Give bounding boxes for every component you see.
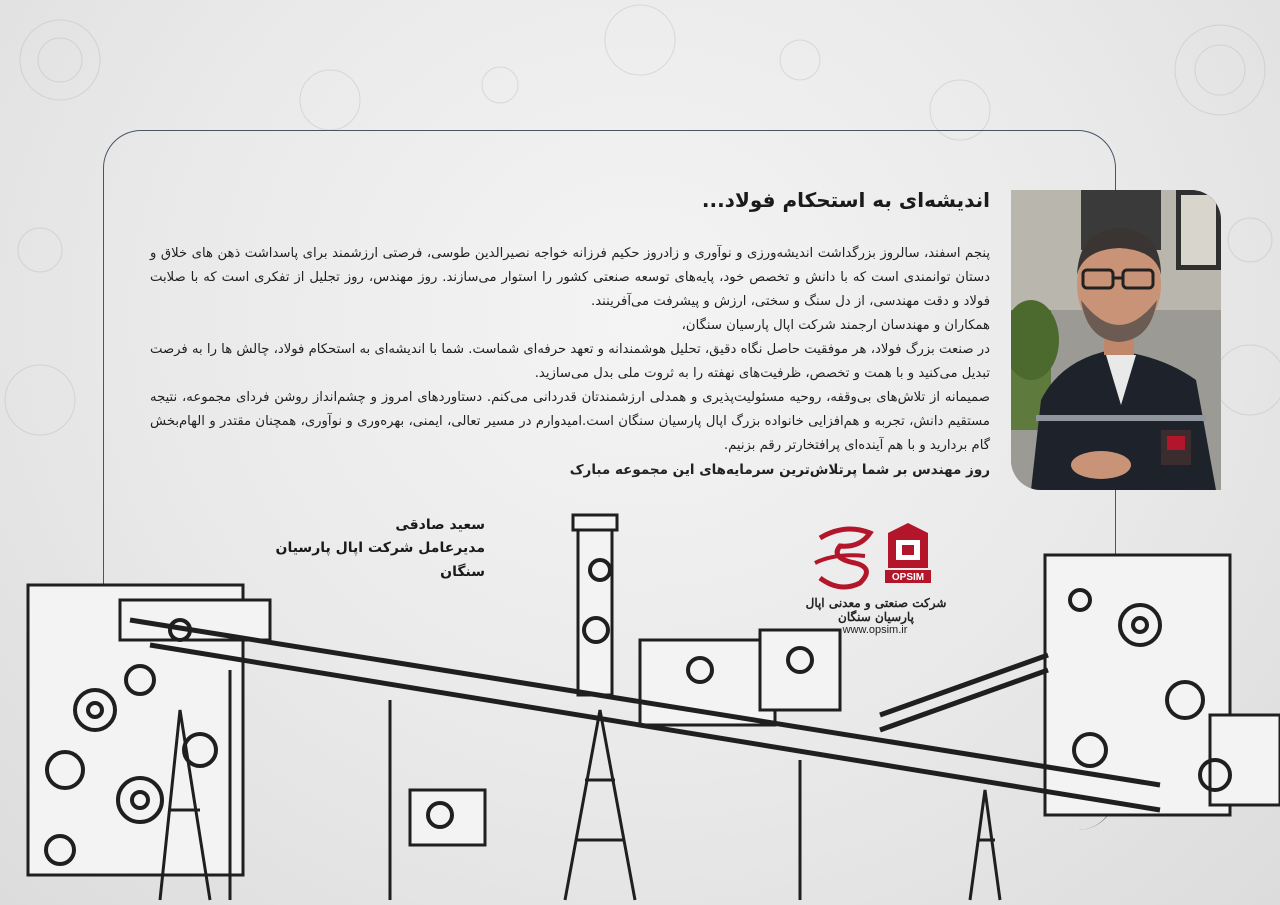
article-paragraph-4: صمیمانه از تلاش‌های بی‌وقفه، روحیه مسئولیت‌پذیری و همدلی ارزشمندتان قدردانی می‌کنم. دستاوردهای امروز و چشم‌انداز روشن فردای مجموعه، نتیجه مستقیم دانش، تجربه و هم‌افزایی خانواده بزرگ اپال پارسیان سنگان است.امیدوارم در مسیر تعالی، ایمنی، بهره‌وری و نوآوری، همچنان مقتدر و الهام‌بخش گام بردارید و با هم آینده‌ای پرافتخارتر رقم بزنیم. [150, 390, 990, 453]
signature-name: سعید صادقی [395, 517, 485, 533]
article-paragraph-1: پنجم اسفند، سالروز بزرگداشت اندیشه‌ورزی و نوآوری و زادروز حکیم فرزانه خواجه نصیرالدین طوسی، فرصتی ارزشمند برای پاسداشت ذهن های خلاق و دستان توانمندی است که با دانش و تخصص خود، پایه‌های توسعه صنعتی کشور را استوار می‌سازند. روز مهندس، روز تجلیل از تفکری است که با صلابت فولاد و دقت مهندسی، از دل سنگ و سختی، ارزش و پیشرفت می‌آفرینند. [150, 246, 990, 309]
company-website: www.opsim.ir [842, 624, 908, 636]
company-name: شرکت صنعتی و معدنی اپال پارسیان سنگان [805, 596, 947, 624]
article-paragraph-3: در صنعت بزرگ فولاد، هر موفقیت حاصل نگاه دقیق، تحلیل هوشمندانه و تعهد حرفه‌ای شماست. شما با اندیشه‌ای به استحکام فولاد، چالش ها را به فرصت تبدیل می‌کنید و با همت و تخصص، ظرفیت‌های نهفته را به ثروت ملی بدل می‌سازید. [150, 342, 990, 381]
article-body [150, 188, 990, 482]
signature-role: مدیرعامل شرکت اپال پارسیان سنگان [275, 540, 485, 580]
article-paragraph-2: همکاران و مهندسان ارجمند شرکت اپال پارسیان سنگان، [681, 318, 990, 333]
manager-photo [1011, 190, 1221, 490]
opsim-logo-text: OPSIM [891, 572, 925, 583]
article-title: اندیشه‌ای به استحکام فولاد... [701, 188, 990, 212]
industrial-plant-illustration [0, 510, 1280, 905]
article-closing: روز مهندس بر شما پرتلاش‌ترین سرمایه‌های این مجموعه مبارک [569, 462, 990, 478]
